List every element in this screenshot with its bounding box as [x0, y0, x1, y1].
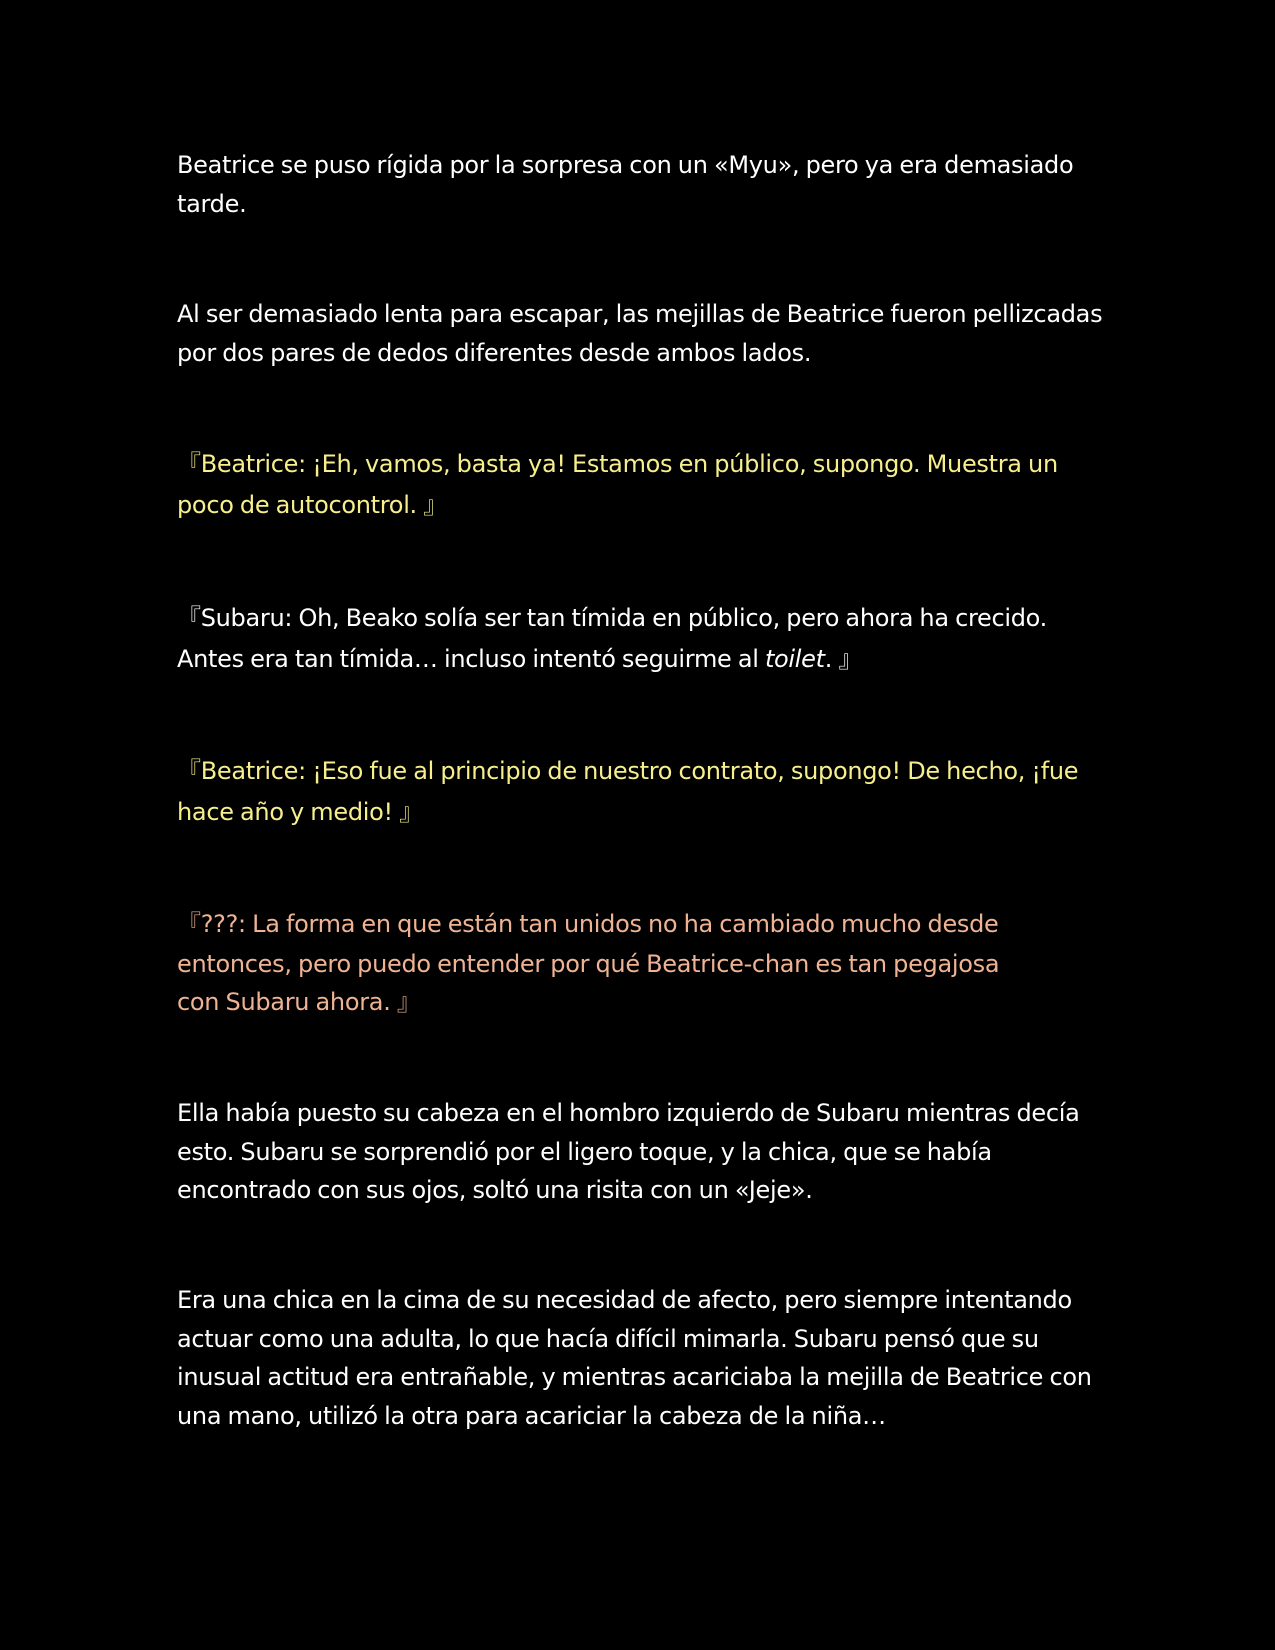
dialogue-text: Subaru: Oh, Beako solía ser tan tímida en público, pero ahora ha crecido. Antes era tan tímida… incluso intentó seguirme al — [177, 604, 1047, 673]
dialogue-italic-word: toilet — [764, 645, 825, 673]
dialogue-line-1 — [177, 905, 1107, 945]
narration-paragraph-4: Era una chica en la cima de su necesidad de afecto, pero siempre intentando actuar como una adulta, lo que hacía difícil mimarla. Subaru pensó que su inusual actitud era entrañable, y mientras acariciaba la mejilla de Beatrice con una mano, utilizó la otra para acariciar la cabeza de la niña… — [177, 1286, 1092, 1430]
close-quote-bracket: 』 — [423, 491, 447, 519]
dialogue-beatrice-2 — [177, 751, 1107, 833]
dialogue-beatrice-1 — [177, 444, 1107, 526]
open-quote-bracket: 『 — [177, 910, 201, 938]
dialogue-text: Beatrice: ¡Eso fue al principio de nuestro contrato, supongo! De hecho, ¡fue hace año y medio! — [177, 757, 1079, 826]
open-quote-bracket: 『 — [177, 757, 201, 785]
open-quote-bracket: 『 — [177, 450, 201, 478]
narration-paragraph-1: Beatrice se puso rígida por la sorpresa con un «Myu», pero ya era demasiado tarde. — [177, 151, 1074, 218]
dialogue-text-end: . — [824, 645, 833, 673]
dialogue-text-line-2: entonces, pero puedo entender por qué Beatrice-chan es tan pegajosa — [177, 950, 1000, 978]
narration-paragraph-3: Ella había puesto su cabeza en el hombro izquierdo de Subaru mientras decía esto. Subaru se sorprendió por el ligero toque, y la chica, que se había encontrado con sus ojos, soltó una risita con un «Jeje». — [177, 1099, 1080, 1204]
dialogue-text-line-3: con Subaru ahora. — [177, 988, 391, 1016]
open-quote-bracket: 『 — [177, 604, 201, 632]
close-quote-bracket: 』 — [396, 988, 421, 1016]
dialogue-text-line-1: ???: La forma en que están tan unidos no ha cambiado mucho desde — [200, 910, 999, 938]
dialogue-text: Beatrice: ¡Eh, vamos, basta ya! Estamos en público, supongo. Muestra un poco de autocontrol. — [177, 450, 1058, 519]
close-quote-bracket: 』 — [399, 798, 423, 826]
narration-paragraph-2: Al ser demasiado lenta para escapar, las mejillas de Beatrice fueron pellizcadas por dos pares de dedos diferentes desde ambos lados. — [177, 300, 1103, 367]
dialogue-unknown-speaker — [177, 905, 1107, 1022]
close-quote-bracket: 』 — [838, 645, 863, 673]
dialogue-subaru-1 — [177, 598, 1107, 680]
dialogue-line-3 — [177, 983, 1107, 1022]
